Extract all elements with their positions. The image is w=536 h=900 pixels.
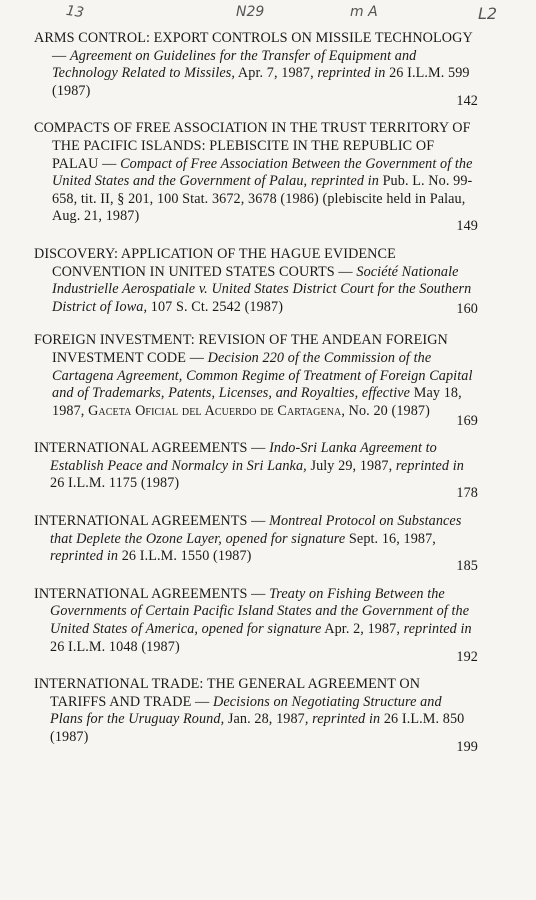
toc-entry: [0, 30, 536, 109]
entry-date: Jan. 28, 1987,: [224, 711, 309, 728]
entry-reprint-label: reprinted in: [308, 711, 381, 728]
entry-date: July 29, 1987,: [306, 457, 393, 474]
entry-reprint-label: reprinted in: [400, 621, 472, 638]
entry-reprint-label: reprinted in: [307, 173, 379, 190]
entry-citation: 26 I.L.M. 1048 (1987): [50, 638, 180, 655]
toc-entry: [0, 246, 536, 318]
handwritten-mark: N29: [236, 4, 265, 20]
entry-page-number: 185: [456, 558, 478, 575]
toc-entry: [0, 332, 536, 429]
entry-heading: INTERNATIONAL AGREEMENTS —: [34, 585, 266, 602]
entry-date: Sept. 16, 1987,: [345, 530, 436, 547]
entry-description: Treaty on Fishing Between the Governments of Certain Pacific Island States and the Government of the United States of America, opened for signature: [50, 585, 470, 638]
handwritten-mark: 13: [64, 2, 85, 22]
entry-heading: INTERNATIONAL AGREEMENTS —: [34, 440, 266, 457]
entry-date: Apr. 2, 1987,: [321, 621, 401, 638]
entry-page-number: 199: [456, 739, 478, 755]
entry-heading: INTERNATIONAL AGREEMENTS —: [34, 513, 266, 530]
entry-gazette: Gaceta Oficial del Acuerdo de Cartagena,: [84, 402, 345, 419]
handwritten-mark: L2: [478, 4, 498, 23]
entry-reprint-label: reprinted in: [392, 457, 464, 474]
entry-reprint-label: reprinted in: [50, 548, 119, 565]
entry-citation: 107 S. Ct. 2542 (1987): [147, 298, 284, 315]
entry-date: May 18, 1987,: [52, 385, 462, 419]
entry-description: Société Nationale Industrielle Aerospatiale v. United States District Court for the Southern District of Iowa,: [52, 263, 472, 315]
entry-heading: DISCOVERY: APPLICATION OF THE HAGUE EVIDENCE CONVENTION IN UNITED STATES COURTS —: [34, 245, 396, 280]
entry-citation: Pub. L. No. 99-658, tit. II, § 201, 100 Stat. 3672, 3678 (1986) (plebiscite held in Palau, Aug. 21, 1987): [52, 173, 473, 225]
entry-heading: ARMS CONTROL: EXPORT CONTROLS ON MISSILE TECHNOLOGY —: [34, 30, 473, 64]
entry-citation: No. 20 (1987): [345, 402, 430, 419]
entry-page-number: 142: [456, 92, 478, 109]
entry-citation: 26 I.L.M. 850 (1987): [50, 711, 465, 745]
entry-page-number: 169: [456, 412, 478, 429]
entry-date: Apr. 7, 1987,: [235, 65, 314, 82]
entry-description: Decision 220 of the Commission of the Cartagena Agreement, Common Regime of Treatment of Foreign Capital and of Trademarks, Patents, Licenses, and Royalties,: [52, 349, 473, 402]
toc-entry: [0, 513, 536, 575]
table-of-contents: [0, 30, 536, 767]
toc-entry: [0, 120, 536, 235]
entry-description: Agreement on Guidelines for the Transfer of Equipment and Technology Related to Missiles,: [52, 47, 417, 82]
entry-citation: 26 I.L.M. 599 (1987): [52, 65, 470, 99]
entry-description: Montreal Protocol on Substances that Deplete the Ozone Layer, opened for signature: [50, 513, 462, 547]
entry-page-number: 192: [456, 648, 478, 665]
entry-citation: 26 I.L.M. 1175 (1987): [50, 475, 180, 492]
entry-citation: 26 I.L.M. 1550 (1987): [118, 548, 252, 565]
entry-description: Indo-Sri Lanka Agreement to Establish Peace and Normalcy in Sri Lanka,: [50, 440, 437, 474]
handwritten-mark: m A: [350, 4, 378, 20]
toc-entry: [0, 440, 536, 502]
entry-page-number: 178: [456, 485, 478, 502]
entry-heading: COMPACTS OF FREE ASSOCIATION IN THE TRUST TERRITORY OF THE PACIFIC ISLANDS: PLEBISCITE IN THE REPUBLIC OF PALAU —: [34, 120, 471, 172]
entry-page-number: 149: [456, 218, 478, 235]
entry-description: Decisions on Negotiating Structure and Plans for the Uruguay Round,: [50, 693, 442, 728]
handwritten-annotations: [0, 0, 536, 30]
entry-reprint-label: reprinted in: [313, 65, 386, 82]
entry-heading: FOREIGN INVESTMENT: REVISION OF THE ANDEAN FOREIGN INVESTMENT CODE —: [34, 332, 448, 366]
entry-heading: INTERNATIONAL TRADE: THE GENERAL AGREEMENT ON TARIFFS AND TRADE —: [34, 676, 421, 710]
entry-page-number: 160: [456, 300, 478, 317]
toc-entry: [0, 585, 536, 665]
entry-effective-label: effective: [358, 385, 411, 402]
entry-description: Compact of Free Association Between the Government of the United States and the Government of Palau,: [52, 155, 473, 190]
toc-entry: [0, 676, 536, 755]
